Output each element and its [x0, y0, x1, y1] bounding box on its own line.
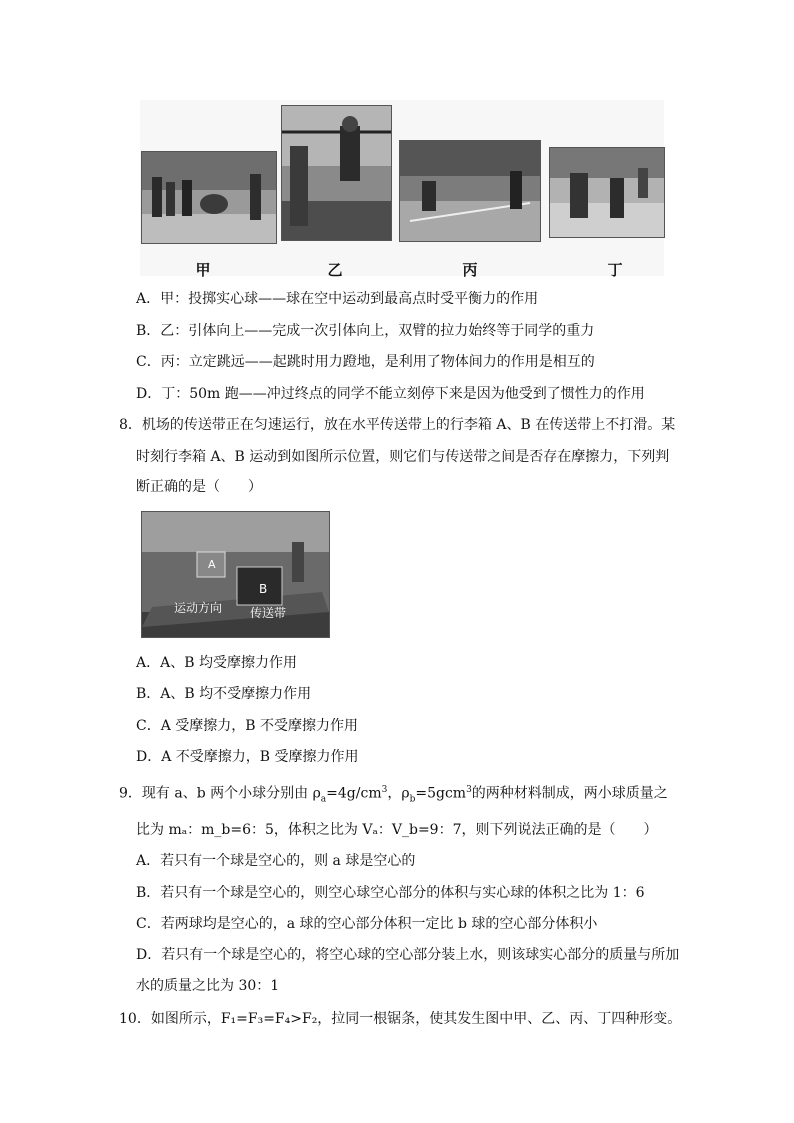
q10-stem-line1: 10．如图所示，F₁=F₃=F₄>F₂，拉同一根锯条，使其发生图中甲、乙、丙、丁四种形变。: [119, 1011, 682, 1027]
q7-option-c: C．丙：立定跳远——起跳时用力蹬地，是利用了物体间力的作用是相互的: [136, 354, 595, 370]
caption-yi: 乙: [327, 261, 343, 279]
luggage-b-label: B: [259, 582, 268, 596]
motion-direction-label: 运动方向: [174, 601, 223, 615]
photo-bing-long-jump: [399, 140, 541, 242]
q8-option-d: D．A 不受摩擦力，B 受摩擦力作用: [136, 749, 359, 765]
q8-stem-line3: 断正确的是（ ）: [136, 479, 262, 495]
luggage-a-label: A: [208, 558, 216, 571]
caption-bing: 丙: [462, 261, 478, 279]
q9-option-a: A．若只有一个球是空心的，则 a 球是空心的: [136, 853, 416, 869]
q9-stem-line2: 比为 mₐ：m_b=6：5，体积之比为 Vₐ：V_b=9：7，则下列说法正确的是（ ）: [136, 822, 658, 838]
q8-stem-line2: 时刻行李箱 A、B 运动到如图所示位置，则它们与传送带之间是否存在摩擦力，下列判: [136, 449, 670, 465]
q7-option-b: B．乙：引体向上——完成一次引体向上，双臂的拉力始终等于同学的重力: [136, 323, 595, 339]
q7-option-a: A．甲：投掷实心球——球在空中运动到最高点时受平衡力的作用: [136, 291, 539, 307]
q8-option-c: C．A 受摩擦力，B 不受摩擦力作用: [136, 718, 359, 734]
q9-option-d: D．若只有一个球是空心的，将空心球的空心部分装上水，则该球实心部分的质量与所加: [136, 947, 680, 963]
caption-jia: 甲: [195, 261, 211, 279]
q9-option-d-cont: 水的质量之比为 30：1: [136, 978, 280, 994]
conveyor-belt-photo: [141, 511, 330, 638]
photo-yi-pull-up: [281, 105, 392, 241]
q7-option-d: D．丁：50m 跑——冲过终点的同学不能立刻停下来是因为他受到了惯性力的作用: [136, 386, 645, 402]
q9-option-b: B．若只有一个球是空心的，则空心球空心部分的体积与实心球的体积之比为 1：6: [136, 885, 645, 901]
photo-ding-50m-run: [549, 147, 665, 238]
q8-option-b: B．A、B 均不受摩擦力作用: [136, 686, 312, 702]
q9-stem-line1: 9．现有 a、b 两个小球分别由 $\rho_a=4g/cm^3$，$\rho_b=5gcm^3$的两种材料制成，两小球质量之: [119, 785, 668, 805]
q8-option-a: A．A、B 均受摩擦力作用: [136, 655, 297, 671]
conveyor-belt-label: 传送带: [250, 606, 287, 620]
q9-option-c: C．若两球均是空心的，a 球的空心部分体积一定比 b 球的空心部分体积小: [136, 916, 598, 932]
caption-ding: 丁: [607, 261, 623, 279]
photo-jia-shot-put: [141, 151, 277, 244]
q8-stem-line1: 8．机场的传送带正在匀速运行，放在水平传送带上的行李箱 A、B 在传送带上不打滑。某: [119, 417, 676, 433]
